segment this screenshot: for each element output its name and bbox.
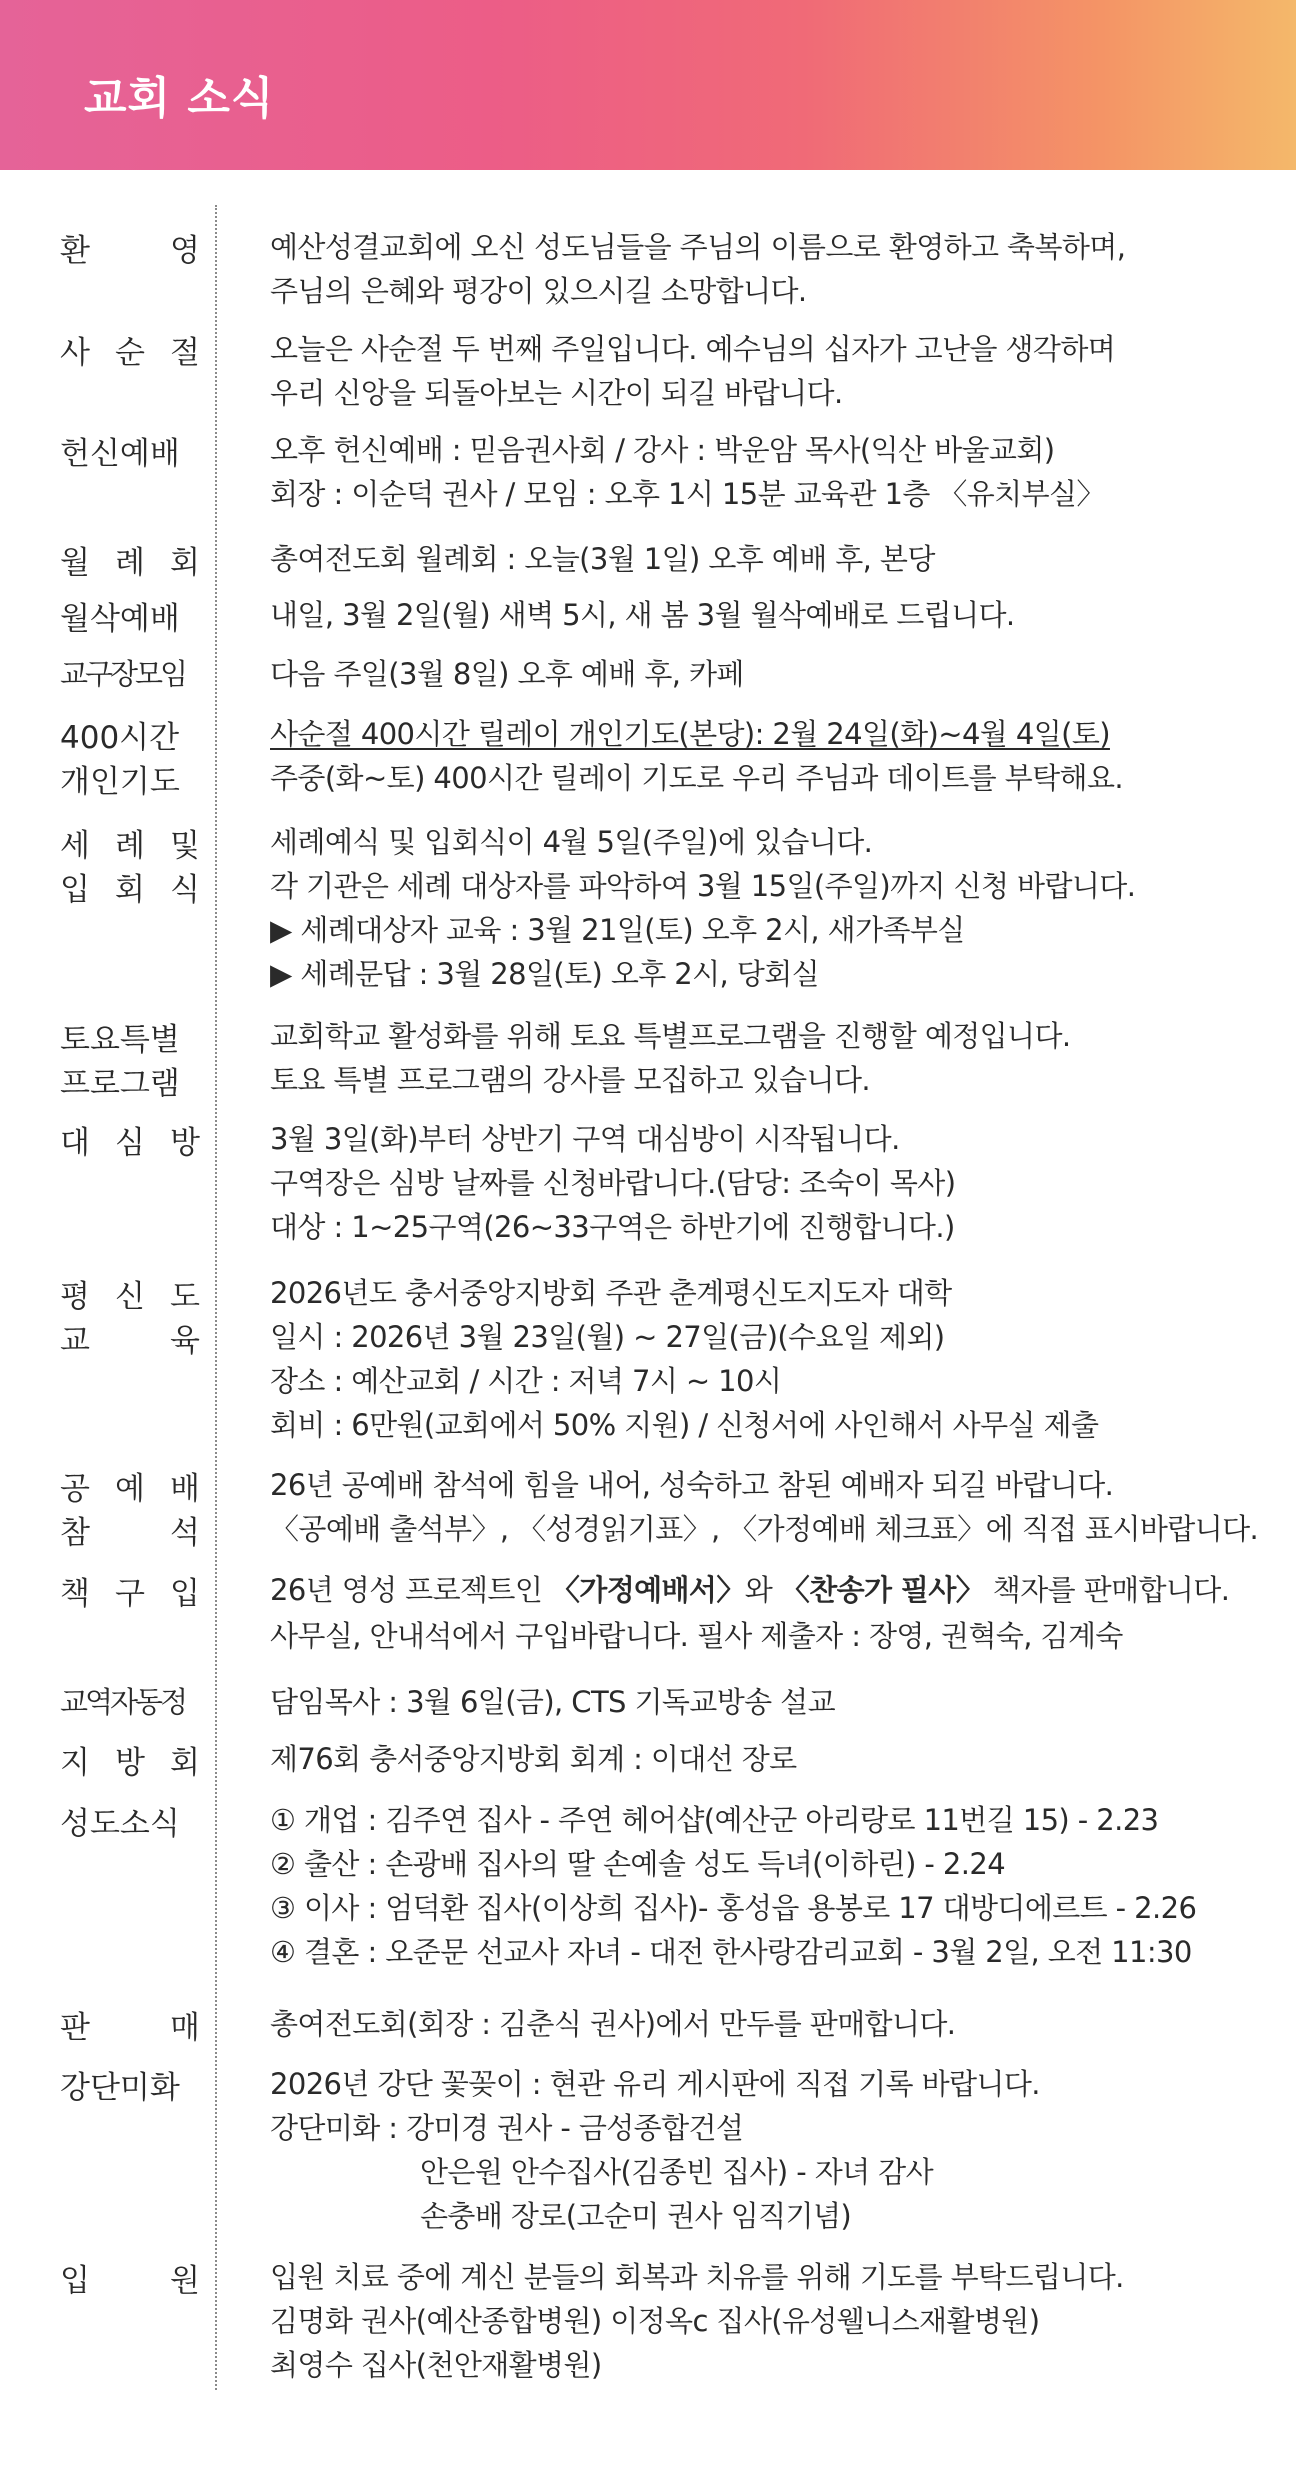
hospital-line-3: 최영수 집사(천안재활병원) [270,2348,602,2382]
label-public-worship: 공 예 배 [60,1471,200,1507]
label-400-hours: 400시간 [60,720,180,756]
book-title-hymn-transcription: 〈찬송가 필사〉 [780,1573,985,1607]
altar-line-2: 강단미화 : 강미경 권사 - 금성종합건설 [270,2111,744,2145]
member-news-line-1: ① 개업 : 김주연 집사 - 주연 헤어샵(예산군 아리랑로 11번길 15) - 2.23 [270,1803,1159,1837]
saturday-line-1: 교회학교 활성화를 위해 토요 특별프로그램을 진행할 예정입니다. [270,1019,1071,1053]
label-membership: 입 회 식 [60,872,200,908]
visitation-line-3: 대상 : 1~25구역(26~33구역은 하반기에 진행합니다.) [270,1210,955,1244]
book-line-1: 26년 영성 프로젝트인 〈가정예배서〉와 〈찬송가 필사〉 책자를 판매합니다. [270,1573,1230,1607]
baptism-line-3: ▶ 세례대상자 교육 : 3월 21일(토) 오후 2시, 새가족부실 [270,913,965,947]
altar-line-4: 손충배 장로(고순미 권사 임직기념) [420,2199,852,2233]
laity-line-3: 장소 : 예산교회 / 시간 : 저녁 7시 ~ 10시 [270,1364,782,1398]
label-laity: 평 신 도 [60,1279,200,1315]
laity-line-1: 2026년도 충서중앙지방회 주관 춘계평신도지도자 대학 [270,1276,952,1310]
dedication-line-2: 회장 : 이순덕 권사 / 모임 : 오후 1시 15분 교육관 1층 〈유치부실〉 [270,477,1105,511]
prayer-line-1: 사순절 400시간 릴레이 개인기도(본당): 2월 24일(화)~4월 4일(토) [270,717,1110,751]
baptism-line-2: 각 기관은 세례 대상자를 파악하여 3월 15일(주일)까지 신청 바랍니다. [270,869,1136,903]
visitation-line-2: 구역장은 심방 날짜를 신청바랍니다.(담당: 조숙이 목사) [270,1166,956,1200]
label-hospitalized: 입 원 [60,2263,200,2299]
district-leaders-line: 다음 주일(3월 8일) 오후 예배 후, 카페 [270,657,744,691]
altar-line-1: 2026년 강단 꽃꽂이 : 현관 유리 게시판에 직접 기록 바랍니다. [270,2067,1040,2101]
laity-line-2: 일시 : 2026년 3월 23일(월) ~ 27일(금)(수요일 제외) [270,1320,945,1354]
lent-line-2: 우리 신앙을 되돌아보는 시간이 되길 바랍니다. [270,376,843,410]
worship-line-1: 26년 공예배 참석에 힘을 내어, 성숙하고 참된 예배자 되길 바랍니다. [270,1468,1114,1502]
label-welcome: 환 영 [60,233,200,269]
monthly-meeting-line: 총여전도회 월례회 : 오늘(3월 1일) 오후 예배 후, 본당 [270,542,935,576]
district-conference-line: 제76회 충서중앙지방회 회계 : 이대선 장로 [270,1742,797,1776]
sale-line: 총여전도회(회장 : 김춘식 권사)에서 만두를 판매합니다. [270,2007,956,2041]
section-header [0,0,1296,170]
lent-line-1: 오늘은 사순절 두 번째 주일입니다. 예수님의 십자가 고난을 생각하며 [270,332,1116,366]
label-altar-flowers: 강단미화 [60,2070,180,2106]
label-dedication-service: 헌신예배 [60,436,180,472]
column-divider [215,205,217,2390]
label-book-purchase: 책 구 입 [60,1576,200,1612]
welcome-line-1: 예산성결교회에 오신 성도님들을 주님의 이름으로 환영하고 축복하며, [270,230,1126,264]
altar-line-3: 안은원 안수집사(김종빈 집사) - 자녀 감사 [420,2155,934,2189]
saturday-line-2: 토요 특별 프로그램의 강사를 모집하고 있습니다. [270,1063,870,1097]
label-district-leaders: 교구장모임 [60,657,186,691]
label-member-news: 성도소식 [60,1806,180,1842]
member-news-line-2: ② 출산 : 손광배 집사의 딸 손예솔 성도 득녀(이하린) - 2.24 [270,1847,1006,1881]
page-title: 교회 소식 [84,73,275,124]
label-pastor-news: 교역자동정 [60,1685,186,1719]
label-lent: 사 순 절 [60,335,200,371]
label-monthly-meeting: 월 례 회 [60,545,200,581]
month-start-worship-line: 내일, 3월 2일(월) 새벽 5시, 새 봄 3월 월삭예배로 드립니다. [270,598,1015,632]
member-news-line-3: ③ 이사 : 엄덕환 집사(이상희 집사)- 홍성읍 용봉로 17 대방디에르트 - 2.26 [270,1891,1197,1925]
baptism-line-4: ▶ 세례문답 : 3월 28일(토) 오후 2시, 당회실 [270,957,820,991]
label-month-start-worship: 월삭예배 [60,601,180,637]
welcome-line-2: 주님의 은혜와 평강이 있으시길 소망합니다. [270,274,807,308]
baptism-line-1: 세례예식 및 입회식이 4월 5일(주일)에 있습니다. [270,825,873,859]
label-personal-prayer: 개인기도 [60,764,180,800]
worship-line-2: 〈공예배 출석부〉, 〈성경읽기표〉, 〈가정예배 체크표〉에 직접 표시바랍니다. [270,1512,1259,1546]
visitation-line-1: 3월 3일(화)부터 상반기 구역 대심방이 시작됩니다. [270,1122,900,1156]
label-district-conference: 지 방 회 [60,1745,200,1781]
label-sale: 판 매 [60,2010,200,2046]
member-news-line-4: ④ 결혼 : 오준문 선교사 자녀 - 대전 한사랑감리교회 - 3월 2일, 오전 11:30 [270,1935,1192,1969]
dedication-line-1: 오후 헌신예배 : 믿음권사회 / 강사 : 박운암 목사(익산 바울교회) [270,433,1055,467]
label-grand-visitation: 대 심 방 [60,1125,200,1161]
label-attendance: 참 석 [60,1515,200,1551]
prayer-line-2: 주중(화~토) 400시간 릴레이 기도로 우리 주님과 데이트를 부탁해요. [270,761,1123,795]
hospital-line-1: 입원 치료 중에 계신 분들의 회복과 치유를 위해 기도를 부탁드립니다. [270,2260,1124,2294]
label-saturday-special: 토요특별 [60,1022,180,1058]
label-education: 교 육 [60,1323,200,1359]
laity-line-4: 회비 : 6만원(교회에서 50% 지원) / 신청서에 사인해서 사무실 제출 [270,1408,1099,1442]
label-baptism: 세 례 및 [60,828,200,864]
hospital-line-2: 김명화 권사(예산종합병원) 이정옥c 집사(유성웰니스재활병원) [270,2304,1040,2338]
pastor-news-line: 담임목사 : 3월 6일(금), CTS 기독교방송 설교 [270,1685,835,1719]
book-title-family-worship: 〈가정예배서〉 [550,1573,745,1607]
book-line-2: 사무실, 안내석에서 구입바랍니다. 필사 제출자 : 장영, 권혁숙, 김계숙 [270,1619,1123,1653]
label-program: 프로그램 [60,1066,180,1102]
